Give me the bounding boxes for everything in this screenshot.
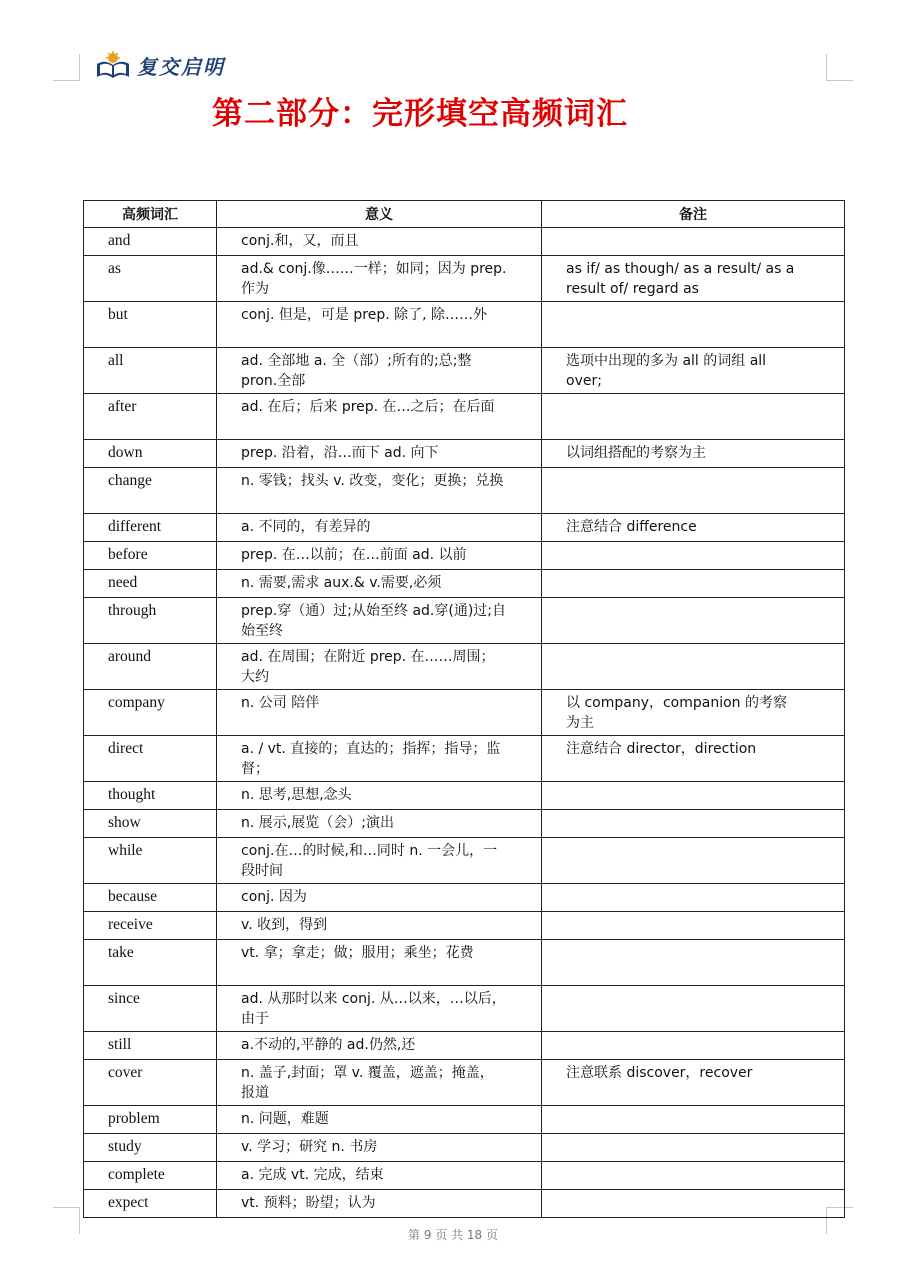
page-footer: 第 9 页 共 18 页 — [408, 1228, 498, 1242]
word-cell: since — [84, 986, 217, 1032]
meaning-cell: prep.穿（通）过;从始至终 ad.穿(通)过;自始至终 — [217, 598, 542, 644]
meaning-cell: ad. 在后；后来 prep. 在…之后；在后面 — [217, 394, 542, 440]
note-cell — [542, 986, 845, 1032]
note-cell — [542, 838, 845, 884]
table-row — [84, 782, 845, 810]
note-cell: 注意结合 difference — [542, 514, 845, 542]
word-cell: all — [84, 348, 217, 394]
table-row — [84, 838, 845, 884]
table-row — [84, 348, 845, 394]
word-cell: expect — [84, 1190, 217, 1218]
word-cell: show — [84, 810, 217, 838]
table-row — [84, 228, 845, 256]
word-cell: different — [84, 514, 217, 542]
note-cell: 选项中出现的多为 all 的词组 all over; — [542, 348, 845, 394]
meaning-cell: n. 问题，难题 — [217, 1106, 542, 1134]
word-cell: while — [84, 838, 217, 884]
meaning-cell: v. 学习；研究 n. 书房 — [217, 1134, 542, 1162]
table-row — [84, 598, 845, 644]
word-cell: but — [84, 302, 217, 348]
meaning-cell: n. 需要,需求 aux.& v.需要,必须 — [217, 570, 542, 598]
meaning-cell: v. 收到，得到 — [217, 912, 542, 940]
word-cell: because — [84, 884, 217, 912]
meaning-cell: conj. 因为 — [217, 884, 542, 912]
word-cell: complete — [84, 1162, 217, 1190]
word-cell: receive — [84, 912, 217, 940]
table-row — [84, 1162, 845, 1190]
note-cell: 注意联系 discover，recover — [542, 1060, 845, 1106]
word-cell: study — [84, 1134, 217, 1162]
meaning-cell: prep. 在…以前；在…前面 ad. 以前 — [217, 542, 542, 570]
meaning-cell: ad. 在周围；在附近 prep. 在……周围；大约 — [217, 644, 542, 690]
meaning-cell: a. 完成 vt. 完成，结束 — [217, 1162, 542, 1190]
table-row — [84, 1134, 845, 1162]
table-row — [84, 940, 845, 986]
table-row — [84, 810, 845, 838]
table-row — [84, 884, 845, 912]
note-cell — [542, 940, 845, 986]
header-meaning: 意义 — [217, 201, 542, 228]
table-row — [84, 1032, 845, 1060]
crop-mark-top-left — [53, 54, 80, 81]
note-cell: 以词组搭配的考察为主 — [542, 440, 845, 468]
table-row — [84, 468, 845, 514]
meaning-cell: conj.和，又，而且 — [217, 228, 542, 256]
meaning-cell: ad.& conj.像……一样；如同；因为 prep. 作为 — [217, 256, 542, 302]
note-cell — [542, 782, 845, 810]
word-cell: direct — [84, 736, 217, 782]
table-row — [84, 690, 845, 736]
word-cell: change — [84, 468, 217, 514]
table-body — [84, 228, 845, 1218]
note-cell — [542, 302, 845, 348]
note-cell — [542, 1190, 845, 1218]
meaning-cell: n. 思考,思想,念头 — [217, 782, 542, 810]
header-word: 高频词汇 — [84, 201, 217, 228]
note-cell — [542, 1106, 845, 1134]
note-cell — [542, 1032, 845, 1060]
note-cell: 以 company，companion 的考察为主 — [542, 690, 845, 736]
word-cell: around — [84, 644, 217, 690]
table-row — [84, 302, 845, 348]
logo — [95, 50, 225, 80]
note-cell — [542, 228, 845, 256]
logo-text: 复交启明 — [137, 54, 225, 79]
note-cell — [542, 912, 845, 940]
book-logo-icon — [95, 50, 131, 80]
table-row — [84, 644, 845, 690]
meaning-cell: conj.在…的时候,和…同时 n. 一会儿，一段时间 — [217, 838, 542, 884]
word-cell: down — [84, 440, 217, 468]
word-cell: after — [84, 394, 217, 440]
table-row — [84, 394, 845, 440]
note-cell — [542, 542, 845, 570]
table-row — [84, 514, 845, 542]
table-row — [84, 1106, 845, 1134]
word-cell: problem — [84, 1106, 217, 1134]
meaning-cell: a. 不同的，有差异的 — [217, 514, 542, 542]
note-cell — [542, 1134, 845, 1162]
table-row — [84, 1190, 845, 1218]
word-cell: thought — [84, 782, 217, 810]
table-row — [84, 570, 845, 598]
meaning-cell: n. 盖子,封面；罩 v. 覆盖，遮盖；掩盖，报道 — [217, 1060, 542, 1106]
note-cell — [542, 394, 845, 440]
word-cell: through — [84, 598, 217, 644]
table-row — [84, 256, 845, 302]
word-cell: take — [84, 940, 217, 986]
table-row — [84, 440, 845, 468]
note-cell — [542, 1162, 845, 1190]
meaning-cell: ad. 从那时以来 conj. 从…以来，…以后，由于 — [217, 986, 542, 1032]
word-cell: still — [84, 1032, 217, 1060]
note-cell: as if/ as though/ as a result/ as a result of/ regard as — [542, 256, 845, 302]
note-cell — [542, 570, 845, 598]
note-cell — [542, 644, 845, 690]
note-cell: 注意结合 director，direction — [542, 736, 845, 782]
note-cell — [542, 810, 845, 838]
word-cell: and — [84, 228, 217, 256]
crop-mark-top-right — [826, 54, 853, 81]
word-cell: as — [84, 256, 217, 302]
note-cell — [542, 598, 845, 644]
meaning-cell: n. 展示,展览（会）;演出 — [217, 810, 542, 838]
table-header-row — [84, 201, 845, 228]
table-row — [84, 542, 845, 570]
note-cell — [542, 884, 845, 912]
meaning-cell: ad. 全部地 a. 全（部）;所有的;总;整 pron.全部 — [217, 348, 542, 394]
table-row — [84, 736, 845, 782]
word-cell: need — [84, 570, 217, 598]
meaning-cell: a. / vt. 直接的；直达的；指挥；指导；监督； — [217, 736, 542, 782]
table-row — [84, 912, 845, 940]
table-row — [84, 986, 845, 1032]
meaning-cell: a.不动的,平静的 ad.仍然,还 — [217, 1032, 542, 1060]
page-title: 第二部分：完形填空高频词汇 — [212, 96, 628, 132]
meaning-cell: vt. 拿；拿走；做；服用；乘坐；花费 — [217, 940, 542, 986]
meaning-cell: n. 零钱；找头 v. 改变，变化；更换；兑换 — [217, 468, 542, 514]
meaning-cell: vt. 预料；盼望；认为 — [217, 1190, 542, 1218]
meaning-cell: n. 公司 陪伴 — [217, 690, 542, 736]
table-row — [84, 1060, 845, 1106]
note-cell — [542, 468, 845, 514]
header-note: 备注 — [542, 201, 845, 228]
meaning-cell: conj. 但是，可是 prep. 除了, 除……外 — [217, 302, 542, 348]
vocab-table — [83, 200, 845, 1218]
word-cell: company — [84, 690, 217, 736]
word-cell: cover — [84, 1060, 217, 1106]
meaning-cell: prep. 沿着，沿…而下 ad. 向下 — [217, 440, 542, 468]
word-cell: before — [84, 542, 217, 570]
